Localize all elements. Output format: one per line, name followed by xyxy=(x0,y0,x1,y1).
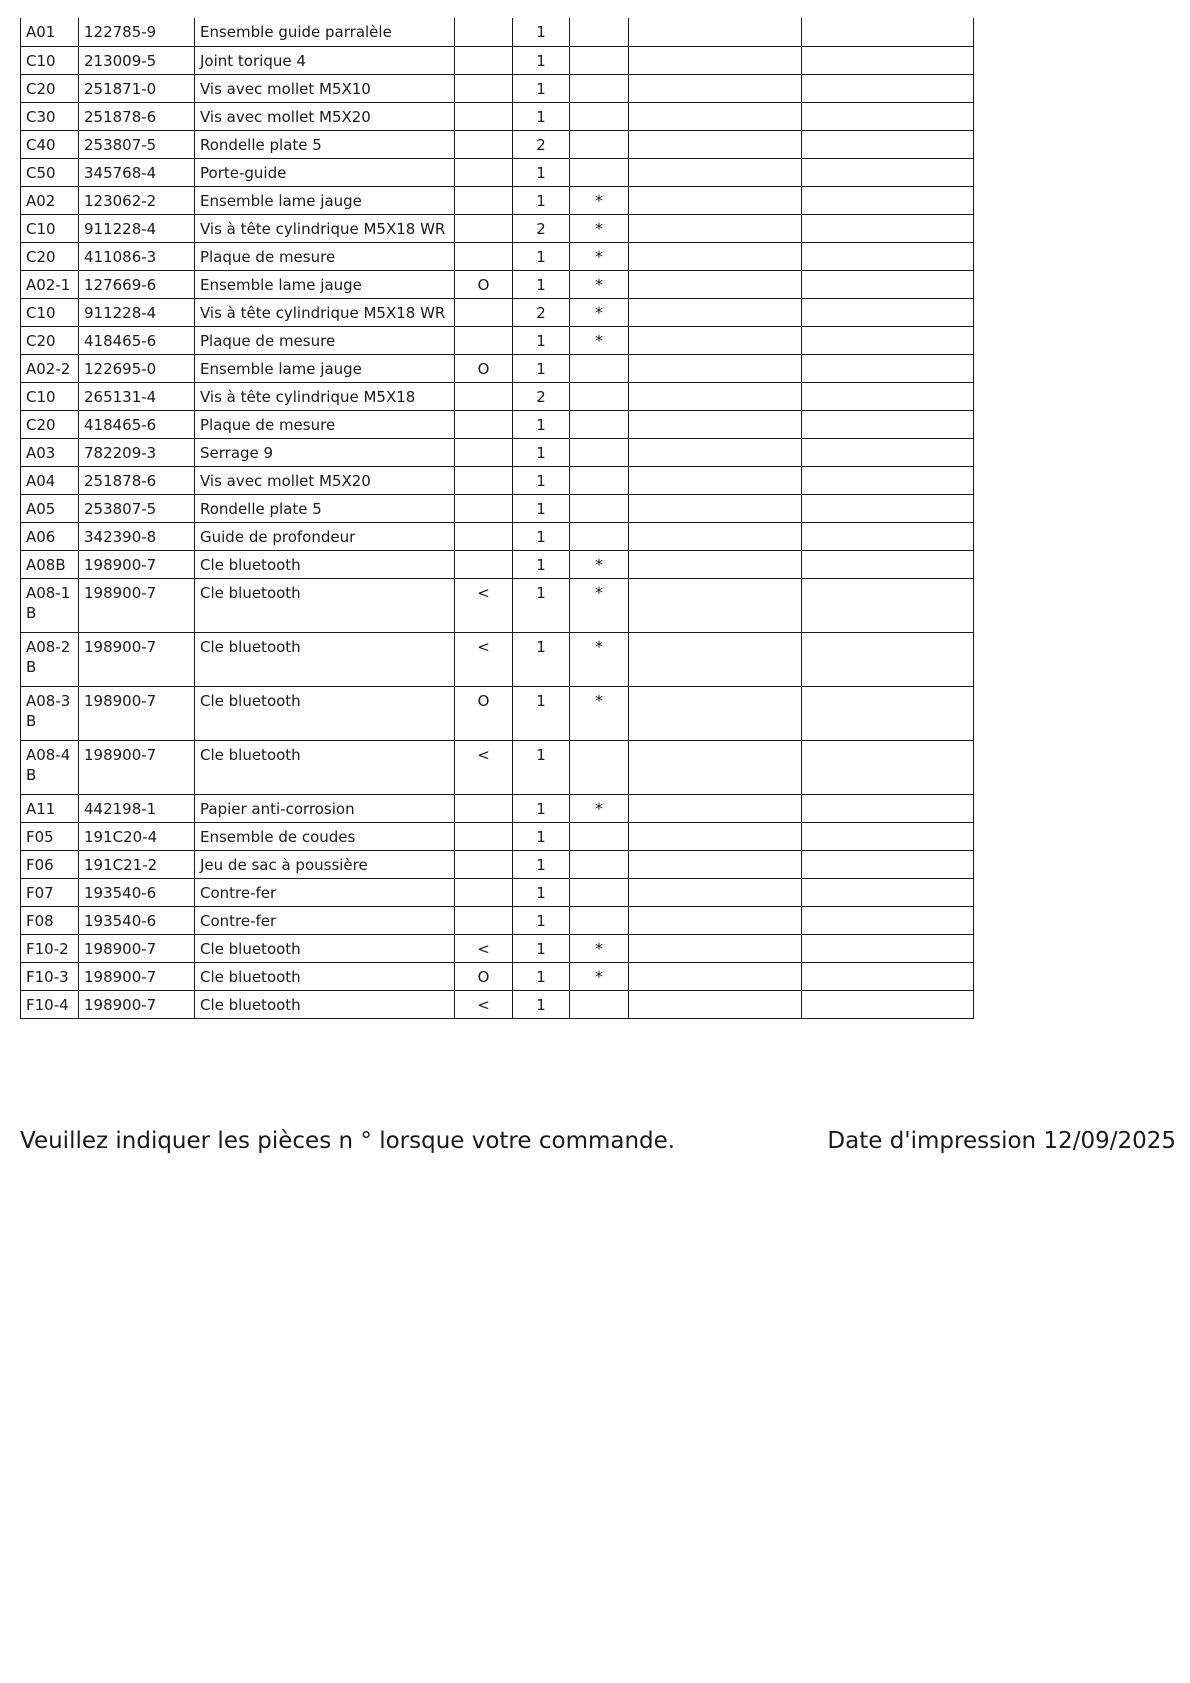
note-cell: * xyxy=(570,686,629,740)
part-number-cell: 411086-3 xyxy=(79,242,195,270)
note-cell xyxy=(570,494,629,522)
item-number-cell: C10 xyxy=(21,298,79,326)
part-number-cell: 213009-5 xyxy=(79,46,195,74)
item-number-cell: A08-2B xyxy=(21,632,79,686)
mark-cell xyxy=(455,186,513,214)
note-cell xyxy=(570,466,629,494)
empty-cell-a xyxy=(629,794,802,822)
note-cell: * xyxy=(570,270,629,298)
note-cell: * xyxy=(570,962,629,990)
empty-cell-b xyxy=(802,962,974,990)
quantity-cell: 1 xyxy=(513,990,570,1018)
part-number-cell: 265131-4 xyxy=(79,382,195,410)
empty-cell-b xyxy=(802,550,974,578)
part-number-cell: 253807-5 xyxy=(79,494,195,522)
table-row xyxy=(21,522,974,550)
empty-cell-b xyxy=(802,878,974,906)
mark-cell xyxy=(455,130,513,158)
note-cell: * xyxy=(570,550,629,578)
table-row xyxy=(21,382,974,410)
description-cell: Plaque de mesure xyxy=(195,410,455,438)
description-cell: Cle bluetooth xyxy=(195,632,455,686)
description-cell: Cle bluetooth xyxy=(195,550,455,578)
quantity-cell: 1 xyxy=(513,102,570,130)
part-number-cell: 198900-7 xyxy=(79,962,195,990)
mark-cell xyxy=(455,18,513,46)
table-row xyxy=(21,18,974,46)
note-cell: * xyxy=(570,578,629,632)
item-number-cell: A03 xyxy=(21,438,79,466)
quantity-cell: 1 xyxy=(513,794,570,822)
mark-cell xyxy=(455,410,513,438)
note-cell xyxy=(570,990,629,1018)
item-number-cell: A04 xyxy=(21,466,79,494)
part-number-cell: 342390-8 xyxy=(79,522,195,550)
empty-cell-b xyxy=(802,102,974,130)
empty-cell-b xyxy=(802,382,974,410)
empty-cell-b xyxy=(802,326,974,354)
mark-cell xyxy=(455,102,513,130)
item-number-cell: C20 xyxy=(21,326,79,354)
description-cell: Contre-fer xyxy=(195,906,455,934)
part-number-cell: 345768-4 xyxy=(79,158,195,186)
mark-cell xyxy=(455,382,513,410)
empty-cell-a xyxy=(629,354,802,382)
part-number-cell: 418465-6 xyxy=(79,410,195,438)
mark-cell xyxy=(455,298,513,326)
table-row xyxy=(21,158,974,186)
description-cell: Plaque de mesure xyxy=(195,326,455,354)
empty-cell-a xyxy=(629,934,802,962)
note-cell xyxy=(570,822,629,850)
empty-cell-a xyxy=(629,686,802,740)
description-cell: Vis avec mollet M5X20 xyxy=(195,466,455,494)
note-cell xyxy=(570,382,629,410)
quantity-cell: 1 xyxy=(513,962,570,990)
item-number-cell: A08-1B xyxy=(21,578,79,632)
description-cell: Plaque de mesure xyxy=(195,242,455,270)
part-number-cell: 442198-1 xyxy=(79,794,195,822)
empty-cell-b xyxy=(802,822,974,850)
note-cell xyxy=(570,354,629,382)
empty-cell-b xyxy=(802,794,974,822)
mark-cell: < xyxy=(455,740,513,794)
note-cell xyxy=(570,18,629,46)
empty-cell-b xyxy=(802,410,974,438)
empty-cell-a xyxy=(629,410,802,438)
mark-cell xyxy=(455,522,513,550)
table-row xyxy=(21,466,974,494)
note-cell xyxy=(570,158,629,186)
quantity-cell: 1 xyxy=(513,522,570,550)
quantity-cell: 1 xyxy=(513,438,570,466)
empty-cell-b xyxy=(802,578,974,632)
table-row xyxy=(21,102,974,130)
table-row xyxy=(21,242,974,270)
note-cell xyxy=(570,522,629,550)
table-row xyxy=(21,130,974,158)
part-number-cell: 191C21-2 xyxy=(79,850,195,878)
parts-table xyxy=(20,18,974,1019)
item-number-cell: F06 xyxy=(21,850,79,878)
item-number-cell: F08 xyxy=(21,906,79,934)
description-cell: Vis avec mollet M5X20 xyxy=(195,102,455,130)
mark-cell: O xyxy=(455,270,513,298)
table-row xyxy=(21,214,974,242)
quantity-cell: 1 xyxy=(513,494,570,522)
description-cell: Vis à tête cylindrique M5X18 xyxy=(195,382,455,410)
mark-cell xyxy=(455,466,513,494)
mark-cell xyxy=(455,214,513,242)
mark-cell xyxy=(455,550,513,578)
table-row xyxy=(21,186,974,214)
empty-cell-a xyxy=(629,186,802,214)
quantity-cell: 1 xyxy=(513,466,570,494)
note-cell: * xyxy=(570,186,629,214)
quantity-cell: 1 xyxy=(513,354,570,382)
quantity-cell: 1 xyxy=(513,186,570,214)
table-row xyxy=(21,632,974,686)
note-cell xyxy=(570,102,629,130)
note-cell xyxy=(570,850,629,878)
note-cell xyxy=(570,740,629,794)
mark-cell xyxy=(455,822,513,850)
empty-cell-b xyxy=(802,494,974,522)
mark-cell: < xyxy=(455,934,513,962)
empty-cell-a xyxy=(629,906,802,934)
mark-cell xyxy=(455,906,513,934)
quantity-cell: 1 xyxy=(513,326,570,354)
table-row xyxy=(21,934,974,962)
note-cell xyxy=(570,130,629,158)
part-number-cell: 198900-7 xyxy=(79,578,195,632)
empty-cell-b xyxy=(802,850,974,878)
part-number-cell: 198900-7 xyxy=(79,686,195,740)
part-number-cell: 193540-6 xyxy=(79,906,195,934)
part-number-cell: 911228-4 xyxy=(79,298,195,326)
quantity-cell: 1 xyxy=(513,878,570,906)
part-number-cell: 122695-0 xyxy=(79,354,195,382)
description-cell: Rondelle plate 5 xyxy=(195,494,455,522)
item-number-cell: C10 xyxy=(21,382,79,410)
mark-cell xyxy=(455,878,513,906)
note-cell: * xyxy=(570,934,629,962)
description-cell: Cle bluetooth xyxy=(195,740,455,794)
item-number-cell: C20 xyxy=(21,74,79,102)
mark-cell xyxy=(455,494,513,522)
quantity-cell: 1 xyxy=(513,850,570,878)
part-number-cell: 251878-6 xyxy=(79,102,195,130)
description-cell: Vis à tête cylindrique M5X18 WR xyxy=(195,214,455,242)
part-number-cell: 198900-7 xyxy=(79,550,195,578)
note-cell xyxy=(570,878,629,906)
description-cell: Rondelle plate 5 xyxy=(195,130,455,158)
part-number-cell: 198900-7 xyxy=(79,632,195,686)
note-cell: * xyxy=(570,326,629,354)
empty-cell-a xyxy=(629,298,802,326)
quantity-cell: 1 xyxy=(513,242,570,270)
empty-cell-a xyxy=(629,46,802,74)
part-number-cell: 122785-9 xyxy=(79,18,195,46)
description-cell: Porte-guide xyxy=(195,158,455,186)
part-number-cell: 123062-2 xyxy=(79,186,195,214)
table-row xyxy=(21,326,974,354)
part-number-cell: 191C20-4 xyxy=(79,822,195,850)
part-number-cell: 198900-7 xyxy=(79,990,195,1018)
item-number-cell: A08B xyxy=(21,550,79,578)
part-number-cell: 198900-7 xyxy=(79,740,195,794)
part-number-cell: 251871-0 xyxy=(79,74,195,102)
mark-cell: < xyxy=(455,990,513,1018)
mark-cell xyxy=(455,438,513,466)
table-row xyxy=(21,270,974,298)
empty-cell-b xyxy=(802,522,974,550)
description-cell: Ensemble lame jauge xyxy=(195,186,455,214)
empty-cell-a xyxy=(629,850,802,878)
quantity-cell: 1 xyxy=(513,410,570,438)
empty-cell-b xyxy=(802,934,974,962)
empty-cell-a xyxy=(629,522,802,550)
quantity-cell: 1 xyxy=(513,632,570,686)
part-number-cell: 193540-6 xyxy=(79,878,195,906)
table-row xyxy=(21,822,974,850)
mark-cell: O xyxy=(455,686,513,740)
item-number-cell: A08-3B xyxy=(21,686,79,740)
item-number-cell: C30 xyxy=(21,102,79,130)
part-number-cell: 251878-6 xyxy=(79,466,195,494)
description-cell: Ensemble lame jauge xyxy=(195,270,455,298)
empty-cell-b xyxy=(802,740,974,794)
note-cell xyxy=(570,74,629,102)
empty-cell-a xyxy=(629,270,802,298)
item-number-cell: C10 xyxy=(21,214,79,242)
item-number-cell: A05 xyxy=(21,494,79,522)
item-number-cell: C40 xyxy=(21,130,79,158)
empty-cell-a xyxy=(629,102,802,130)
table-row xyxy=(21,550,974,578)
quantity-cell: 1 xyxy=(513,550,570,578)
note-cell xyxy=(570,438,629,466)
quantity-cell: 1 xyxy=(513,906,570,934)
quantity-cell: 1 xyxy=(513,686,570,740)
empty-cell-a xyxy=(629,214,802,242)
mark-cell xyxy=(455,74,513,102)
empty-cell-b xyxy=(802,186,974,214)
empty-cell-b xyxy=(802,18,974,46)
mark-cell xyxy=(455,158,513,186)
quantity-cell: 1 xyxy=(513,822,570,850)
description-cell: Guide de profondeur xyxy=(195,522,455,550)
mark-cell xyxy=(455,850,513,878)
table-row xyxy=(21,354,974,382)
empty-cell-b xyxy=(802,438,974,466)
item-number-cell: A02-1 xyxy=(21,270,79,298)
empty-cell-a xyxy=(629,326,802,354)
item-number-cell: C20 xyxy=(21,410,79,438)
item-number-cell: C20 xyxy=(21,242,79,270)
empty-cell-a xyxy=(629,822,802,850)
note-cell: * xyxy=(570,214,629,242)
empty-cell-b xyxy=(802,130,974,158)
item-number-cell: F10-2 xyxy=(21,934,79,962)
description-cell: Ensemble guide parralèle xyxy=(195,18,455,46)
empty-cell-a xyxy=(629,242,802,270)
description-cell: Papier anti-corrosion xyxy=(195,794,455,822)
item-number-cell: C10 xyxy=(21,46,79,74)
quantity-cell: 2 xyxy=(513,214,570,242)
item-number-cell: A02 xyxy=(21,186,79,214)
empty-cell-a xyxy=(629,878,802,906)
quantity-cell: 1 xyxy=(513,578,570,632)
note-cell: * xyxy=(570,298,629,326)
description-cell: Vis avec mollet M5X10 xyxy=(195,74,455,102)
empty-cell-b xyxy=(802,632,974,686)
empty-cell-a xyxy=(629,550,802,578)
part-number-cell: 911228-4 xyxy=(79,214,195,242)
description-cell: Vis à tête cylindrique M5X18 WR xyxy=(195,298,455,326)
item-number-cell: F10-4 xyxy=(21,990,79,1018)
table-row xyxy=(21,990,974,1018)
table-row xyxy=(21,850,974,878)
description-cell: Ensemble de coudes xyxy=(195,822,455,850)
item-number-cell: A11 xyxy=(21,794,79,822)
description-cell: Cle bluetooth xyxy=(195,990,455,1018)
table-row xyxy=(21,46,974,74)
description-cell: Cle bluetooth xyxy=(195,686,455,740)
empty-cell-a xyxy=(629,466,802,494)
item-number-cell: F07 xyxy=(21,878,79,906)
table-row xyxy=(21,906,974,934)
empty-cell-a xyxy=(629,578,802,632)
description-cell: Cle bluetooth xyxy=(195,962,455,990)
item-number-cell: A06 xyxy=(21,522,79,550)
item-number-cell: F05 xyxy=(21,822,79,850)
quantity-cell: 1 xyxy=(513,934,570,962)
table-row xyxy=(21,686,974,740)
empty-cell-a xyxy=(629,438,802,466)
empty-cell-b xyxy=(802,298,974,326)
parts-table-body xyxy=(21,18,974,1018)
empty-cell-a xyxy=(629,382,802,410)
quantity-cell: 2 xyxy=(513,382,570,410)
mark-cell xyxy=(455,794,513,822)
table-row xyxy=(21,74,974,102)
mark-cell xyxy=(455,326,513,354)
part-number-cell: 418465-6 xyxy=(79,326,195,354)
empty-cell-b xyxy=(802,158,974,186)
empty-cell-b xyxy=(802,46,974,74)
quantity-cell: 1 xyxy=(513,74,570,102)
table-row xyxy=(21,298,974,326)
part-number-cell: 127669-6 xyxy=(79,270,195,298)
empty-cell-b xyxy=(802,466,974,494)
quantity-cell: 1 xyxy=(513,740,570,794)
item-number-cell: F10-3 xyxy=(21,962,79,990)
note-cell: * xyxy=(570,794,629,822)
print-date: Date d'impression 12/09/2025 xyxy=(827,1128,1176,1154)
table-row xyxy=(21,962,974,990)
description-cell: Serrage 9 xyxy=(195,438,455,466)
empty-cell-a xyxy=(629,740,802,794)
quantity-cell: 1 xyxy=(513,158,570,186)
table-row xyxy=(21,578,974,632)
empty-cell-a xyxy=(629,158,802,186)
empty-cell-b xyxy=(802,74,974,102)
item-number-cell: A08-4B xyxy=(21,740,79,794)
empty-cell-b xyxy=(802,686,974,740)
item-number-cell: A01 xyxy=(21,18,79,46)
empty-cell-a xyxy=(629,494,802,522)
item-number-cell: A02-2 xyxy=(21,354,79,382)
empty-cell-b xyxy=(802,990,974,1018)
description-cell: Jeu de sac à poussière xyxy=(195,850,455,878)
item-number-cell: C50 xyxy=(21,158,79,186)
quantity-cell: 1 xyxy=(513,270,570,298)
empty-cell-b xyxy=(802,906,974,934)
note-cell xyxy=(570,906,629,934)
empty-cell-b xyxy=(802,354,974,382)
description-cell: Ensemble lame jauge xyxy=(195,354,455,382)
empty-cell-a xyxy=(629,74,802,102)
part-number-cell: 782209-3 xyxy=(79,438,195,466)
table-row xyxy=(21,410,974,438)
table-row xyxy=(21,438,974,466)
table-row xyxy=(21,794,974,822)
quantity-cell: 1 xyxy=(513,18,570,46)
description-cell: Cle bluetooth xyxy=(195,934,455,962)
quantity-cell: 2 xyxy=(513,298,570,326)
description-cell: Cle bluetooth xyxy=(195,578,455,632)
note-cell: * xyxy=(570,242,629,270)
empty-cell-b xyxy=(802,242,974,270)
empty-cell-a xyxy=(629,130,802,158)
note-cell xyxy=(570,410,629,438)
empty-cell-a xyxy=(629,962,802,990)
part-number-cell: 253807-5 xyxy=(79,130,195,158)
table-row xyxy=(21,494,974,522)
mark-cell xyxy=(455,46,513,74)
note-cell: * xyxy=(570,632,629,686)
empty-cell-b xyxy=(802,270,974,298)
mark-cell: < xyxy=(455,578,513,632)
quantity-cell: 1 xyxy=(513,46,570,74)
description-cell: Joint torique 4 xyxy=(195,46,455,74)
empty-cell-a xyxy=(629,18,802,46)
mark-cell: O xyxy=(455,354,513,382)
empty-cell-a xyxy=(629,990,802,1018)
empty-cell-a xyxy=(629,632,802,686)
note-cell xyxy=(570,46,629,74)
table-row xyxy=(21,740,974,794)
part-number-cell: 198900-7 xyxy=(79,934,195,962)
mark-cell: < xyxy=(455,632,513,686)
order-notice: Veuillez indiquer les pièces n ° lorsque votre commande. xyxy=(20,1128,676,1154)
mark-cell: O xyxy=(455,962,513,990)
description-cell: Contre-fer xyxy=(195,878,455,906)
table-row xyxy=(21,878,974,906)
mark-cell xyxy=(455,242,513,270)
empty-cell-b xyxy=(802,214,974,242)
quantity-cell: 2 xyxy=(513,130,570,158)
